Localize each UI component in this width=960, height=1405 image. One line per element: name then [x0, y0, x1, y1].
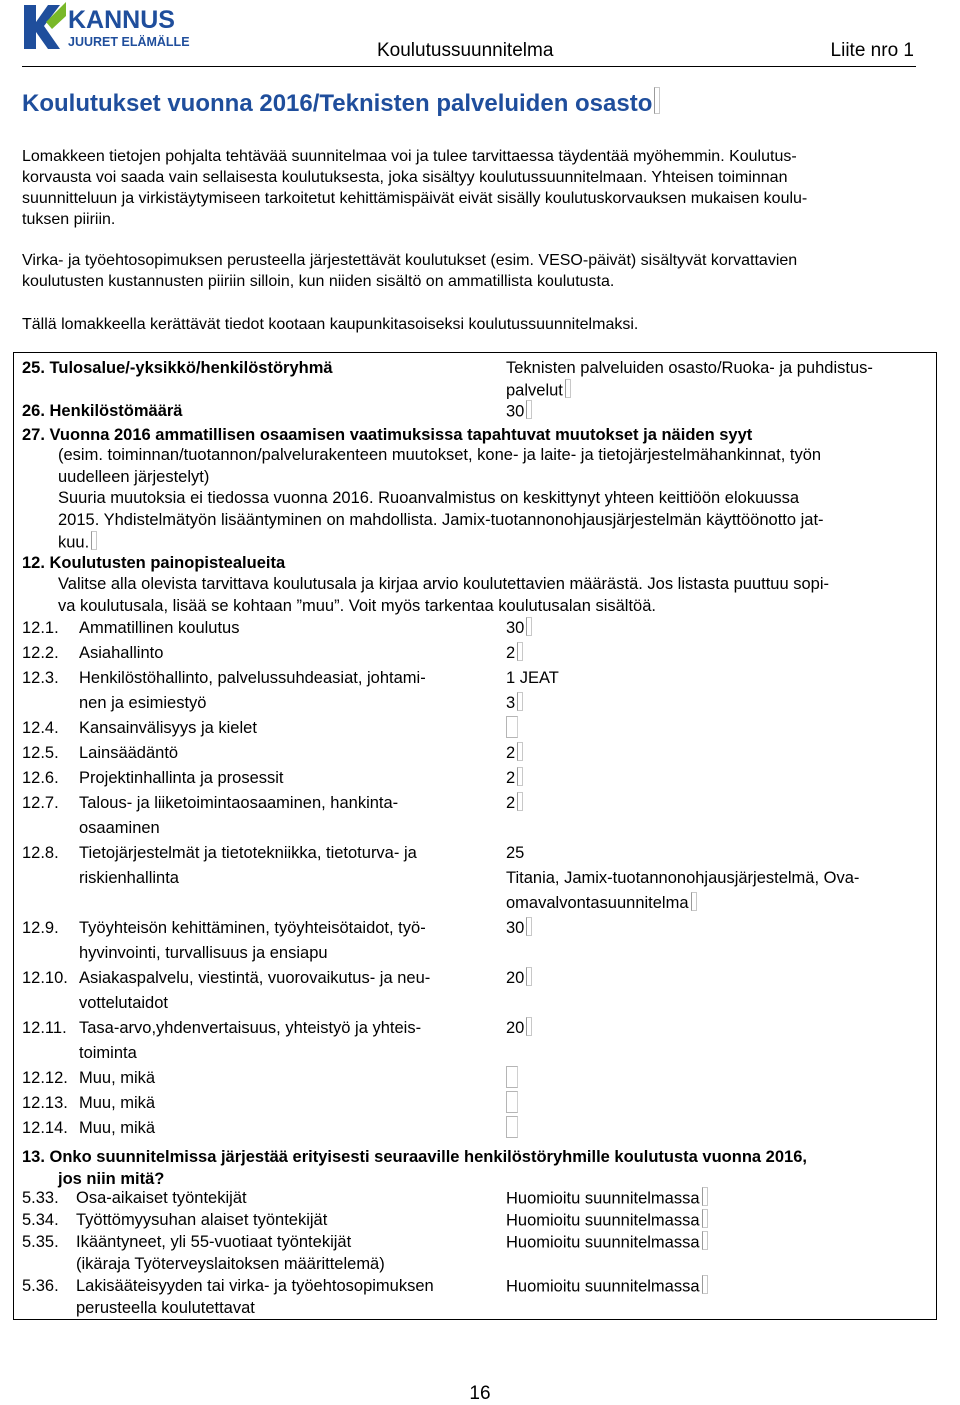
text-field-marker — [517, 692, 523, 711]
q12-item-number: 12.3. — [22, 669, 59, 687]
q27-answer-line: kuu. — [58, 531, 824, 553]
text-field-marker — [526, 1017, 532, 1036]
text-field-marker — [691, 892, 697, 911]
q12-item-number: 12.9. — [22, 919, 59, 937]
q13-label-line: jos niin mitä? — [58, 1170, 165, 1188]
q12-item-label-line: Talous- ja liiketoimintaosaaminen, hankinta- — [79, 794, 399, 812]
q26-label: 26. Henkilöstömäärä — [22, 402, 183, 420]
q13-item-label-line: perusteella koulutettavat — [76, 1299, 255, 1317]
q13-item-value-field[interactable]: Huomioitu suunnitelmassa — [506, 1209, 708, 1231]
text-field-marker — [702, 1275, 708, 1294]
q12-item-value-line: omavalvontasuunnitelma — [506, 891, 859, 916]
kannus-logo — [22, 2, 202, 52]
q13-item-value-field[interactable]: Huomioitu suunnitelmassa — [506, 1187, 708, 1209]
q13-item-number: 5.36. — [22, 1277, 59, 1295]
q12-item-number: 12.2. — [22, 644, 59, 662]
logo-text: KANNUS — [68, 6, 175, 34]
q12-item-value-line: 30 — [506, 916, 532, 941]
text-field-marker — [702, 1209, 708, 1228]
q12-item-label — [79, 1091, 155, 1116]
q13-item-value-field[interactable]: Huomioitu suunnitelmassa — [506, 1231, 708, 1253]
intro-paragraph-1 — [22, 146, 934, 230]
q12-item-label-line: Muu, mikä — [79, 1119, 156, 1137]
q12-label: 12. Koulutusten painopistealueita — [22, 554, 286, 572]
q12-item-label — [79, 616, 240, 641]
intro-line: koulutusten kustannusten piiriin silloin, kun niiden sisältö on ammatillista koulutusta. — [22, 273, 615, 290]
q12-item-label-line: Muu, mikä — [79, 1094, 156, 1112]
q12-item-value-line: 20 — [506, 966, 532, 991]
q12-item-number: 12.4. — [22, 719, 59, 737]
q12-item-value-field[interactable] — [506, 616, 532, 641]
q13-item-label — [76, 1231, 385, 1275]
q25-value-line: palvelut — [506, 379, 873, 401]
text-field-marker — [517, 767, 523, 786]
q12-item-label-line: Asiakaspalvelu, viestintä, vuorovaikutus- ja neu- — [79, 969, 431, 987]
q12-item-number: 12.6. — [22, 769, 59, 787]
q12-item-value-line: 25 — [506, 844, 525, 862]
q13-item-number: 5.34. — [22, 1211, 59, 1229]
text-field-marker — [702, 1231, 708, 1250]
q12-item-value-line: 2 — [506, 641, 523, 666]
q12-item-number: 12.7. — [22, 794, 59, 812]
q12-desc-line: Valitse alla olevista tarvittava koulutusala ja kirjaa arvio koulutettavien määrästä. Jos listasta puuttuu sopi- — [58, 575, 830, 593]
q12-item-label-line: Tietojärjestelmät ja tietotekniikka, tietoturva- ja — [79, 844, 417, 862]
q12-item-value-line: 20 — [506, 1016, 532, 1041]
q25-label: 25. Tulosalue/-yksikkö/henkilöstöryhmä — [22, 359, 333, 377]
q12-item-value-line: Titania, Jamix-tuotannonohjausjärjestelmä, Ova- — [506, 869, 860, 887]
q12-item-label-line: Lainsäädäntö — [79, 744, 179, 762]
page-title-text: Koulutukset vuonna 2016/Teknisten palveluiden osasto — [22, 90, 653, 118]
q13-item-label — [76, 1209, 327, 1231]
q12-desc-line: va koulutusala, lisää se kohtaan ”muu”. Voit myös tarkentaa koulutusalan sisältöä. — [58, 597, 656, 615]
empty-value-field[interactable] — [506, 716, 518, 738]
q13-item-label-line: Työttömyysuhan alaiset työntekijät — [76, 1211, 328, 1229]
q25-value-field[interactable] — [506, 357, 873, 401]
q12-item-label — [79, 666, 426, 716]
q12-item-label — [79, 716, 257, 741]
q12-item-label — [79, 741, 178, 766]
q12-item-number: 12.1. — [22, 619, 59, 637]
header-document-title: Koulutussuunnitelma — [377, 40, 554, 61]
empty-value-field[interactable] — [506, 1091, 518, 1113]
q12-item-label — [79, 1116, 155, 1141]
q12-item-label-line: osaaminen — [79, 819, 160, 837]
q12-item-label-line: Työyhteisön kehittäminen, työyhteisötaidot, työ- — [79, 919, 426, 937]
text-field-marker — [517, 742, 523, 761]
q12-item-number: 12.13. — [22, 1094, 68, 1112]
q12-item-number: 12.12. — [22, 1069, 68, 1087]
q12-item-label — [79, 766, 284, 791]
q12-item-label — [79, 641, 163, 666]
q12-item-value-field[interactable] — [506, 641, 523, 666]
q12-item-value-field[interactable] — [506, 1116, 518, 1142]
q12-item-value-line: 2 — [506, 791, 523, 816]
q13-item-label — [76, 1187, 247, 1209]
q27-answer-line: 2015. Yhdistelmätyön lisääntyminen on mahdollista. Jamix-tuotannonohjausjärjestelmän käyttöönotto jat- — [58, 511, 824, 529]
q26-value-field[interactable]: 30 — [506, 400, 532, 422]
q12-item-value-field[interactable] — [506, 1091, 518, 1117]
q13-item-value-field[interactable]: Huomioitu suunnitelmassa — [506, 1275, 708, 1297]
intro-paragraph-2 — [22, 250, 934, 292]
q12-item-label — [79, 916, 426, 966]
q12-item-label-line: toiminta — [79, 1044, 137, 1062]
intro-line: Virka- ja työehtosopimuksen perusteella järjestettävät koulutukset (esim. VESO-päivät) sisältyvät korvattavien — [22, 252, 798, 269]
q27-desc-line: (esim. toiminnan/tuotannon/palvelurakenteen muutokset, kone- ja laite- ja tietojärjestelmähankinnat, työn — [58, 446, 822, 464]
q13-item-label-line: (ikäraja Työterveyslaitoksen määrittelemä) — [76, 1255, 385, 1273]
q12-item-value-field[interactable] — [506, 966, 532, 991]
q12-item-value-field[interactable] — [506, 1016, 532, 1041]
q13-item-number: 5.35. — [22, 1233, 59, 1251]
q12-item-value-line: 1 JEAT — [506, 669, 559, 687]
q27-description — [58, 444, 821, 488]
q12-item-number: 12.8. — [22, 844, 59, 862]
q12-item-label-line: Ammatillinen koulutus — [79, 619, 240, 637]
text-field-marker — [654, 87, 660, 114]
q12-item-value-field[interactable] — [506, 791, 523, 816]
q12-item-value-field[interactable] — [506, 841, 859, 916]
q27-answer-line: Suuria muutoksia ei tiedossa vuonna 2016. Ruoanvalmistus on keskittynyt yhteen keittiöön elokuussa — [58, 489, 800, 507]
page-number: 16 — [469, 1383, 491, 1404]
page-title — [22, 87, 660, 118]
q12-item-value-field[interactable] — [506, 666, 559, 716]
q12-item-label — [79, 1016, 421, 1066]
header-attachment-number: Liite nro 1 — [830, 40, 914, 61]
q12-item-value-field[interactable] — [506, 766, 523, 791]
intro-line: Lomakkeen tietojen pohjalta tehtävää suunnitelmaa voi ja tulee tarvittaessa täydentää myöhemmin. Koulutus- — [22, 148, 797, 165]
text-field-marker — [517, 642, 523, 661]
q27-label: 27. Vuonna 2016 ammatillisen osaamisen vaatimuksissa tapahtuvat muutokset ja näiden syyt — [22, 426, 753, 444]
q13-item-label — [76, 1275, 434, 1319]
q13-label — [22, 1146, 807, 1190]
empty-value-field[interactable] — [506, 1116, 518, 1138]
q13-item-number: 5.33. — [22, 1189, 59, 1207]
q12-item-label-line: Henkilöstöhallinto, palvelussuhdeasiat, johtami- — [79, 669, 426, 687]
q12-description — [58, 573, 829, 617]
q12-item-label-line: vottelutaidot — [79, 994, 168, 1012]
text-field-marker — [702, 1187, 708, 1206]
q12-item-value-field[interactable] — [506, 741, 523, 766]
q25-value-line: Teknisten palveluiden osasto/Ruoka- ja puhdistus- — [506, 359, 873, 377]
header-divider — [22, 66, 916, 67]
q12-item-label — [79, 791, 398, 841]
q13-item-label-line: Ikääntyneet, yli 55-vuotiaat työntekijät — [76, 1233, 352, 1251]
q12-item-label-line: Asiahallinto — [79, 644, 164, 662]
empty-value-field[interactable] — [506, 1066, 518, 1088]
q13-item-label-line: Osa-aikaiset työntekijät — [76, 1189, 247, 1207]
q12-item-value-line: 3 — [506, 691, 559, 716]
q12-item-number: 12.10. — [22, 969, 68, 987]
kannus-logo-graphic — [22, 2, 202, 52]
q12-item-value-line: 2 — [506, 741, 523, 766]
text-field-marker — [526, 617, 532, 636]
q12-item-label-line: Muu, mikä — [79, 1069, 156, 1087]
intro-line: suunnitteluun ja virkistäytymiseen tarkoitetut kehittämispäivät eivät sisälly koulutuskorvauksen mukaisen koulu- — [22, 190, 808, 207]
q13-label-line: 13. Onko suunnitelmissa järjestää erityisesti seuraaville henkilöstöryhmille koulutusta vuonna 2016, — [22, 1148, 807, 1166]
text-field-marker — [517, 792, 523, 811]
q12-item-number: 12.14. — [22, 1119, 68, 1137]
q27-desc-line: uudelleen järjestelyt) — [58, 468, 210, 486]
intro-paragraph-3 — [22, 314, 934, 335]
q27-answer-field[interactable] — [58, 487, 824, 553]
q12-item-value-field[interactable] — [506, 716, 518, 742]
q12-item-value-field[interactable] — [506, 916, 532, 941]
q12-item-label-line: riskienhallinta — [79, 869, 179, 887]
q12-item-number: 12.5. — [22, 744, 59, 762]
text-field-marker — [526, 967, 532, 986]
q13-item-label-line: Lakisääteisyyden tai virka- ja työehtosopimuksen — [76, 1277, 434, 1295]
logo-subtext: JUURET ELÄMÄLLE — [68, 35, 190, 49]
intro-line: korvausta voi saada vain sellaisesta koulutuksesta, joka sisältyy koulutussuunnitelmaan. Yhteisen toiminnan — [22, 169, 788, 186]
q12-item-label-line: Kansainvälisyys ja kielet — [79, 719, 257, 737]
intro-line: Tällä lomakkeella kerättävät tiedot kootaan kaupunkitasoiseksi koulutussuunnitelmaksi. — [22, 316, 639, 333]
q12-item-value-line: 30 — [506, 616, 532, 641]
q12-item-value-line: 2 — [506, 766, 523, 791]
q12-item-number: 12.11. — [22, 1019, 67, 1037]
q12-item-label — [79, 966, 430, 1016]
q12-item-label-line: Tasa-arvo,yhdenvertaisuus, yhteistyö ja yhteis- — [79, 1019, 422, 1037]
text-field-marker — [526, 917, 532, 936]
q12-item-label-line: nen ja esimiestyö — [79, 694, 207, 712]
q12-item-label-line: hyvinvointi, turvallisuus ja ensiapu — [79, 944, 328, 962]
intro-line: tuksen piiriin. — [22, 211, 116, 228]
q12-item-label — [79, 1066, 155, 1091]
q12-item-label-line: Projektinhallinta ja prosessit — [79, 769, 284, 787]
q12-item-value-field[interactable] — [506, 1066, 518, 1092]
q12-item-label — [79, 841, 417, 891]
